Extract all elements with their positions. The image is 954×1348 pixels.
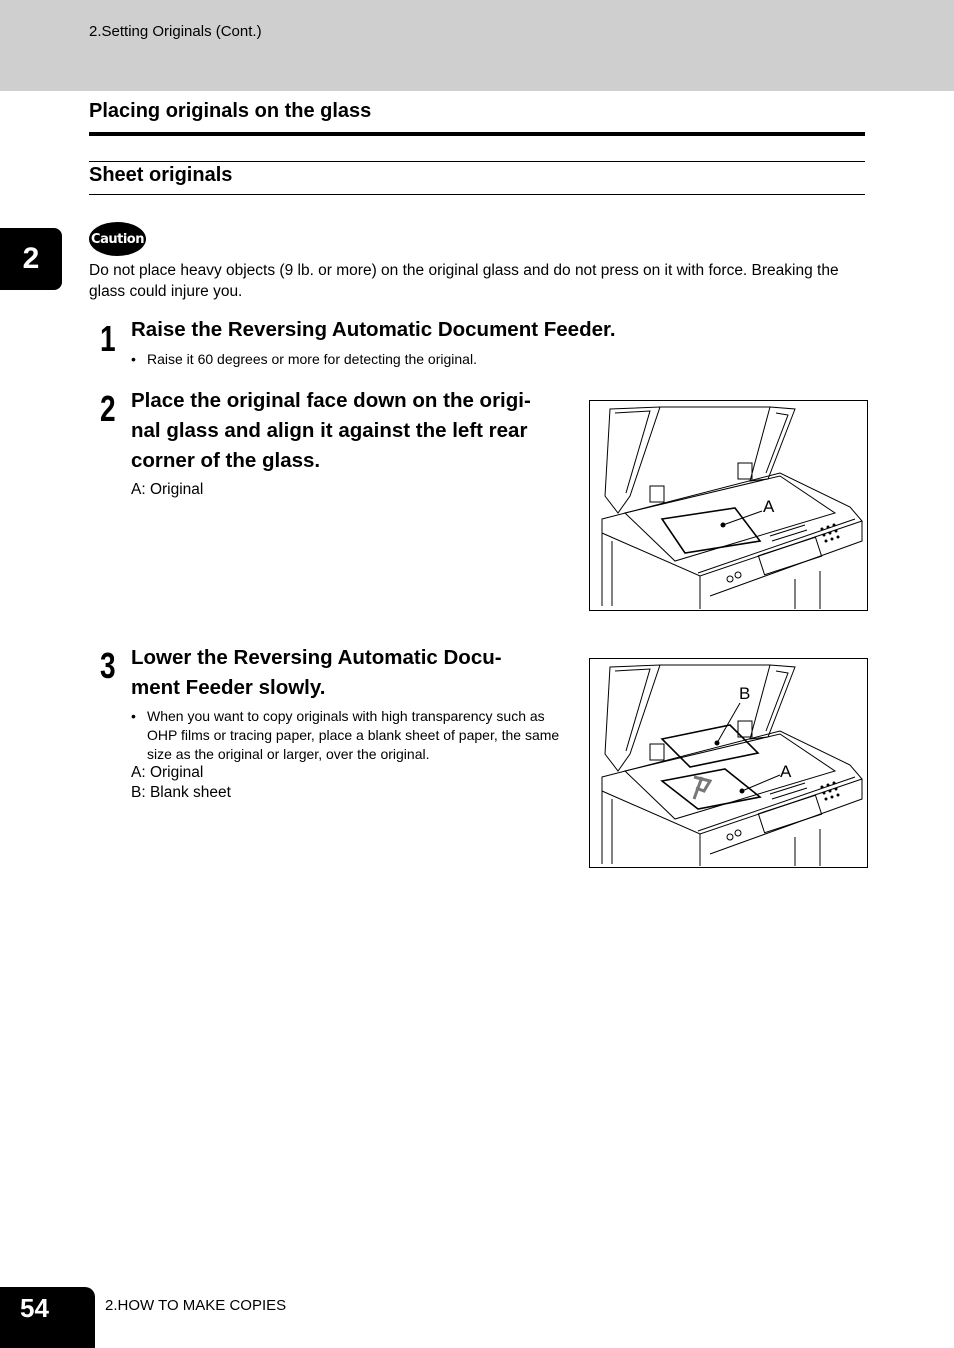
header-band <box>0 0 954 91</box>
legend-item: B: Blank sheet <box>131 784 231 801</box>
footer-section: 2.HOW TO MAKE COPIES <box>105 1297 287 1314</box>
running-head: 2.Setting Originals (Cont.) <box>89 23 262 40</box>
step-title-line: Lower the Reversing Automatic Docu- <box>131 646 502 669</box>
legend-item: A: Original <box>131 764 204 781</box>
step-title-line: Place the original face down on the origi- <box>131 389 531 412</box>
step-title <box>131 643 502 703</box>
bullet-text: When you want to copy originals with high transparency such as OHP films or tracing paper, place a blank sheet of paper, the same size as the original or larger, over the original. <box>147 708 560 762</box>
section-title: Placing originals on the glass <box>89 100 372 122</box>
step-number: 2 <box>100 388 116 429</box>
caution-text: Do not place heavy objects (9 lb. or more) on the original glass and do not press on it with force. Breaking the glass could injure you. <box>89 262 839 300</box>
figure-label: B <box>739 684 751 703</box>
figure-label: A <box>780 762 792 781</box>
subsection-title: Sheet originals <box>89 164 233 186</box>
step-number: 3 <box>100 645 116 686</box>
bullet-dot: • <box>131 708 136 724</box>
subsection-rule-top <box>89 161 865 162</box>
step-bullet <box>131 350 587 369</box>
step-number: 1 <box>100 318 116 359</box>
step-title-line: ment Feeder slowly. <box>131 676 326 699</box>
legend-item: A: Original <box>131 481 204 498</box>
bullet-text: Raise it 60 degrees or more for detecting the original. <box>147 351 477 367</box>
step-title: Raise the Reversing Automatic Document Feeder. <box>131 318 616 341</box>
step-title-line: nal glass and align it against the left rear <box>131 419 528 442</box>
caution-icon: Caution <box>89 222 146 256</box>
figure-raised-feeder <box>589 400 868 611</box>
step-title-line: corner of the glass. <box>131 449 321 472</box>
figure-blank-sheet <box>589 658 868 868</box>
step-title <box>131 386 531 476</box>
subsection-rule-bottom <box>89 194 865 195</box>
bullet-dot: • <box>131 351 136 367</box>
page-number: 54 <box>20 1293 49 1323</box>
step-bullet <box>131 707 567 764</box>
chapter-tab: 2 <box>0 228 62 290</box>
page-tab <box>0 1287 95 1348</box>
section-rule <box>89 132 865 136</box>
figure-label: A <box>763 497 775 516</box>
